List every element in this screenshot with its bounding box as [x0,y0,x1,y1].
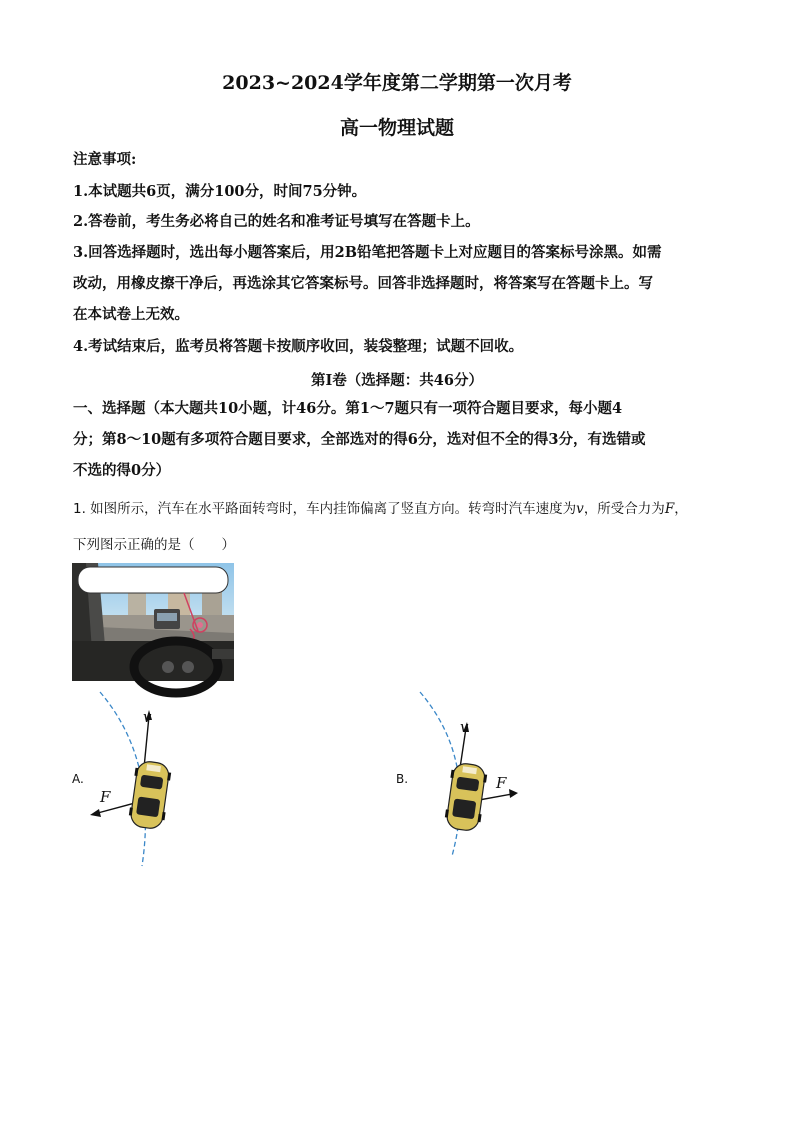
question-1-text-b: ，所受合力为 [583,501,665,517]
car-icon [127,760,172,830]
note-line-6: 4.考试结束后，监考员将答题卡按顺序收回，装袋整理；试题不回收。 [73,338,524,355]
option-a-label: A. [72,772,84,786]
var-f: F [664,501,675,517]
exam-title: 2023~2024学年度第二学期第一次月考 [222,72,572,94]
section-intro-1: 一、选择题（本大题共10小题，计46分。第1～7题只有一项符合题目要求，每小题4 [73,400,623,417]
note-line-2: 2.答卷前，考生务必将自己的姓名和准考证号填写在答题卡上。 [73,213,480,230]
section-title: 第Ⅰ卷（选择题：共46分） [311,372,483,389]
option-a-f-label: F [100,788,111,806]
exam-subtitle: 高一物理试题 [339,117,454,139]
question-1-line-2: 下列图示正确的是（ ） [73,537,235,553]
car-interior-photo [72,563,234,681]
option-a-diagram [80,690,280,870]
var-v: v [576,501,584,517]
section-intro-3: 不选的得0分） [73,462,171,479]
question-1-text-a: 1. 如图所示，汽车在水平路面转弯时，车内挂饰偏离了竖直方向。转弯时汽车速度为 [73,501,577,517]
question-1-text-c: ， [674,501,688,517]
car-icon [443,762,488,832]
note-line-5: 在本试卷上无效。 [73,306,189,323]
option-b-label: B. [396,772,409,786]
note-line-1: 1.本试题共6页，满分100分，时间75分钟。 [73,183,367,200]
note-line-3: 3.回答选择题时，选出每小题答案后，用2B铅笔把答题卡上对应题目的答案标号涂黑。如需 [73,244,662,261]
option-b-f-label: F [496,774,507,792]
section-intro-2: 分；第8～10题有多项符合题目要求，全部选对的得6分，选对但不全的得3分，有选错或 [73,431,646,448]
option-a-v-label: v [143,708,152,726]
note-line-4: 改动，用橡皮擦干净后，再选涂其它答案标号。回答非选择题时，将答案写在答题卡上。写 [73,275,653,292]
option-b-v-label: v [460,718,469,736]
question-1-text [73,499,733,519]
notes-heading: 注意事项: [73,151,137,168]
